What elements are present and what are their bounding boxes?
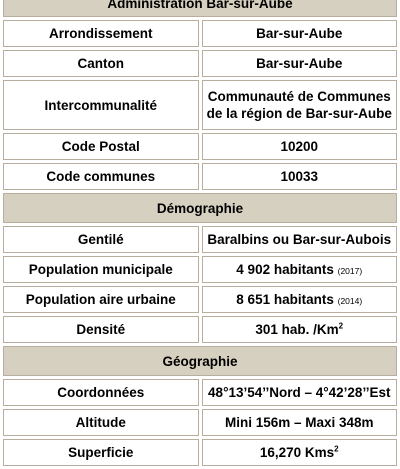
population-municipale-number: 4 902 habitants	[236, 262, 334, 277]
value-altitude: Mini 156m – Maxi 348m	[202, 409, 398, 436]
section-title-administration: Administration Bar-sur-Aube	[3, 0, 397, 17]
label-arrondissement: Arrondissement	[3, 20, 199, 47]
value-code-postal: 10200	[202, 133, 398, 160]
label-densite: Densité	[3, 316, 199, 343]
value-canton: Bar-sur-Aube	[202, 50, 398, 77]
value-gentile: Baralbins ou Bar-sur-Aubois	[202, 226, 398, 253]
label-superficie: Superficie	[3, 439, 199, 466]
table-row	[3, 163, 397, 190]
label-population-aire-urbaine: Population aire urbaine	[3, 286, 199, 313]
densite-exponent: 2	[338, 321, 344, 331]
population-municipale-year: (2017)	[337, 266, 363, 276]
value-population-aire-urbaine	[202, 286, 398, 313]
value-intercommunalite-line2: de la région de Bar-sur-Aube	[206, 106, 392, 121]
population-aire-urbaine-number: 8 651 habitants	[236, 292, 334, 307]
table-row	[3, 409, 397, 436]
label-altitude: Altitude	[3, 409, 199, 436]
section-header-demographie	[3, 193, 397, 223]
label-canton: Canton	[3, 50, 199, 77]
superficie-number: 16,270 Kms	[259, 445, 335, 460]
label-code-communes: Code communes	[3, 163, 199, 190]
value-coordonnees: 48°13’54’’Nord – 4°42’28’’Est	[202, 379, 398, 406]
table-row	[3, 50, 397, 77]
section-header-geographie	[3, 346, 397, 376]
value-densite	[202, 316, 398, 343]
label-intercommunalite: Intercommunalité	[3, 80, 199, 130]
value-superficie	[202, 439, 398, 466]
table-row	[3, 256, 397, 283]
table-row	[3, 379, 397, 406]
superficie-exponent: 2	[334, 444, 339, 454]
value-arrondissement: Bar-sur-Aube	[202, 20, 398, 47]
value-intercommunalite-line1: Communauté de Communes	[207, 89, 391, 104]
table-row	[3, 316, 397, 343]
section-title-demographie: Démographie	[3, 193, 397, 223]
label-coordonnees: Coordonnées	[3, 379, 199, 406]
densite-number: 301 hab. /Km	[255, 322, 339, 337]
value-code-communes: 10033	[202, 163, 398, 190]
label-gentile: Gentilé	[3, 226, 199, 253]
table-row	[3, 286, 397, 313]
table-row	[3, 133, 397, 160]
table-row	[3, 439, 397, 466]
label-code-postal: Code Postal	[3, 133, 199, 160]
value-population-municipale	[202, 256, 398, 283]
section-title-geographie: Géographie	[3, 346, 397, 376]
population-aire-urbaine-year: (2014)	[337, 296, 363, 306]
table-row	[3, 20, 397, 47]
table-row	[3, 80, 397, 130]
label-population-municipale: Population municipale	[3, 256, 199, 283]
section-header-administration	[3, 0, 397, 17]
table-row	[3, 226, 397, 253]
value-intercommunalite	[202, 80, 398, 130]
